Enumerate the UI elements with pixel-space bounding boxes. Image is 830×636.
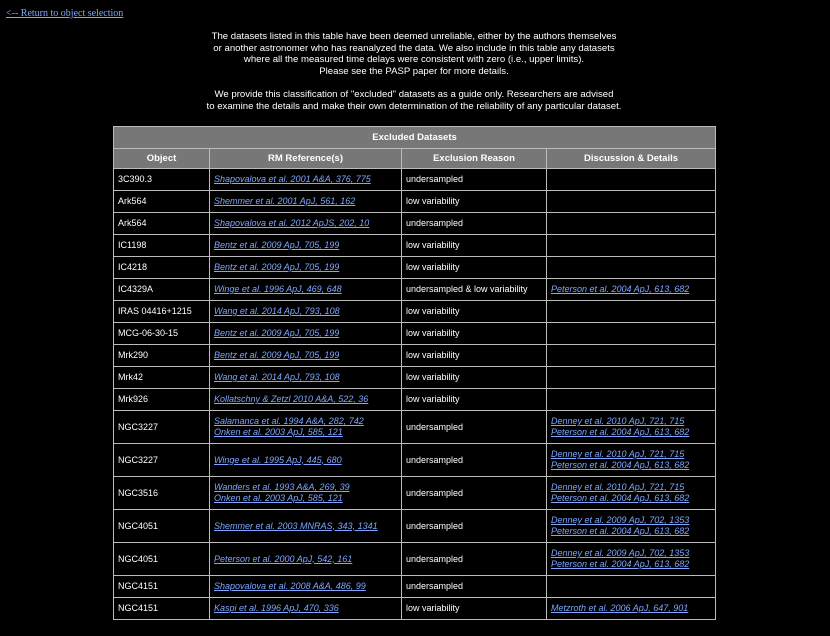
discussion-details-cell	[547, 367, 716, 389]
rm-reference-cell	[210, 169, 402, 191]
exclusion-reason-cell: undersampled	[402, 543, 547, 576]
object-cell: Ark564	[114, 213, 210, 235]
header-rm-references: RM Reference(s)	[210, 149, 402, 169]
table-row	[114, 477, 716, 510]
rm-reference-link[interactable]: Shapovalova et al. 2012 ApJS, 202, 10	[214, 218, 370, 228]
exclusion-reason-cell: undersampled	[402, 213, 547, 235]
rm-reference-link[interactable]: Shapovalova et al. 2001 A&A, 376, 775	[214, 174, 371, 184]
exclusion-reason-cell: undersampled	[402, 444, 547, 477]
table-caption: Excluded Datasets	[114, 127, 716, 149]
table-row	[114, 279, 716, 301]
table-row	[114, 257, 716, 279]
object-cell: IC4218	[114, 257, 210, 279]
exclusion-reason-cell: low variability	[402, 367, 547, 389]
exclusion-reason-cell: undersampled	[402, 411, 547, 444]
rm-reference-cell	[210, 598, 402, 620]
header-object: Object	[114, 149, 210, 169]
rm-reference-cell	[210, 257, 402, 279]
discussion-details-cell	[547, 576, 716, 598]
exclusion-reason-cell: low variability	[402, 191, 547, 213]
rm-reference-cell	[210, 477, 402, 510]
rm-reference-link[interactable]: Bentz et al. 2009 ApJ, 705, 199	[214, 328, 340, 338]
rm-reference-cell	[210, 411, 402, 444]
discussion-link[interactable]: Denney et al. 2010 ApJ, 721, 715	[551, 482, 685, 492]
exclusion-reason-cell: low variability	[402, 598, 547, 620]
discussion-details-cell	[547, 235, 716, 257]
intro-paragraph-1: The datasets listed in this table have been deemed unreliable, either by the authors themselves or another astronomer who has reanalyzed the data. We also include in this table any datasets where all the measured time delays were consistent with zero (i.e., upper limits). Please see the PASP paper for more details.	[211, 31, 617, 77]
discussion-link[interactable]: Peterson et al. 2004 ApJ, 613, 682	[551, 493, 690, 503]
exclusion-reason-cell: low variability	[402, 301, 547, 323]
rm-reference-link[interactable]: Shemmer et al. 2003 MNRAS, 343, 1341	[214, 520, 378, 531]
object-cell: IC1198	[114, 235, 210, 257]
table-row	[114, 389, 716, 411]
discussion-details-cell	[547, 444, 716, 477]
discussion-details-cell	[547, 598, 716, 620]
rm-reference-cell	[210, 191, 402, 213]
object-cell: NGC4151	[114, 576, 210, 598]
exclusion-reason-cell: low variability	[402, 257, 547, 279]
exclusion-reason-cell: undersampled	[402, 169, 547, 191]
discussion-details-cell	[547, 279, 716, 301]
table-row	[114, 510, 716, 543]
discussion-details-cell	[547, 213, 716, 235]
discussion-details-cell	[547, 510, 716, 543]
discussion-link[interactable]: Peterson et al. 2004 ApJ, 613, 682	[551, 427, 690, 437]
discussion-link[interactable]: Peterson et al. 2004 ApJ, 613, 682	[551, 526, 690, 536]
object-cell: NGC4051	[114, 510, 210, 543]
discussion-details-cell	[547, 169, 716, 191]
rm-reference-link[interactable]: Wanders et al. 1993 A&A, 269, 39	[214, 482, 350, 492]
discussion-link[interactable]: Peterson et al. 2004 ApJ, 613, 682	[551, 284, 690, 294]
rm-reference-link[interactable]: Kollatschny & Zetzl 2010 A&A, 522, 36	[214, 394, 369, 404]
rm-reference-cell	[210, 235, 402, 257]
discussion-details-cell	[547, 389, 716, 411]
discussion-link[interactable]: Peterson et al. 2004 ApJ, 613, 682	[551, 559, 690, 569]
rm-reference-link[interactable]: Winge et al. 1995 ApJ, 445, 680	[214, 454, 342, 465]
object-cell: IRAS 04416+1215	[114, 301, 210, 323]
discussion-details-cell	[547, 345, 716, 367]
object-cell: IC4329A	[114, 279, 210, 301]
table-row	[114, 411, 716, 444]
rm-reference-cell	[210, 367, 402, 389]
table-body	[114, 169, 716, 620]
rm-reference-link[interactable]: Onken et al. 2003 ApJ, 585, 121	[214, 493, 343, 503]
discussion-link[interactable]: Metzroth et al. 2006 ApJ, 647, 901	[551, 603, 689, 613]
rm-reference-cell	[210, 279, 402, 301]
table-row	[114, 235, 716, 257]
rm-reference-cell	[210, 510, 402, 543]
object-cell: Mrk42	[114, 367, 210, 389]
exclusion-reason-cell: low variability	[402, 235, 547, 257]
object-cell: NGC3227	[114, 411, 210, 444]
discussion-details-cell	[547, 411, 716, 444]
object-cell: NGC3516	[114, 477, 210, 510]
discussion-details-cell	[547, 543, 716, 576]
rm-reference-link[interactable]: Winge et al. 1996 ApJ, 469, 648	[214, 284, 342, 294]
table-row	[114, 323, 716, 345]
table-row	[114, 543, 716, 576]
discussion-link[interactable]: Peterson et al. 2004 ApJ, 613, 682	[551, 460, 690, 470]
exclusion-reason-cell: undersampled	[402, 477, 547, 510]
rm-reference-link[interactable]: Bentz et al. 2009 ApJ, 705, 199	[214, 262, 340, 272]
rm-reference-cell	[210, 345, 402, 367]
rm-reference-link[interactable]: Bentz et al. 2009 ApJ, 705, 199	[214, 240, 340, 250]
header-discussion-details: Discussion & Details	[547, 149, 716, 169]
table-row	[114, 301, 716, 323]
object-cell: NGC4051	[114, 543, 210, 576]
exclusion-reason-cell: low variability	[402, 323, 547, 345]
object-cell: 3C390.3	[114, 169, 210, 191]
rm-reference-link[interactable]: Bentz et al. 2009 ApJ, 705, 199	[214, 350, 340, 360]
discussion-details-cell	[547, 191, 716, 213]
object-cell: MCG-06-30-15	[114, 323, 210, 345]
discussion-details-cell	[547, 257, 716, 279]
discussion-details-cell	[547, 477, 716, 510]
exclusion-reason-cell: low variability	[402, 389, 547, 411]
table-row	[114, 213, 716, 235]
rm-reference-link[interactable]: Wang et al. 2014 ApJ, 793, 108	[214, 306, 340, 316]
table-row	[114, 367, 716, 389]
rm-reference-cell	[210, 301, 402, 323]
header-exclusion-reason: Exclusion Reason	[402, 149, 547, 169]
table-row	[114, 576, 716, 598]
object-cell: Mrk290	[114, 345, 210, 367]
object-cell: NGC3227	[114, 444, 210, 477]
rm-reference-cell	[210, 543, 402, 576]
excluded-datasets-table	[113, 126, 716, 620]
discussion-link[interactable]: Denney et al. 2009 ApJ, 702, 1353	[551, 515, 690, 525]
table-row	[114, 444, 716, 477]
intro-paragraph-2: We provide this classification of "excluded" datasets as a guide only. Researchers are advised to examine the details and make their own determination of the reliability of any particular dataset.	[206, 89, 622, 112]
object-cell: Ark564	[114, 191, 210, 213]
rm-reference-link[interactable]: Salamanca et al. 1994 A&A, 282, 742	[214, 416, 364, 426]
rm-reference-cell	[210, 576, 402, 598]
exclusion-reason-cell: undersampled	[402, 510, 547, 543]
table-row	[114, 169, 716, 191]
rm-reference-cell	[210, 323, 402, 345]
discussion-details-cell	[547, 323, 716, 345]
rm-reference-cell	[210, 213, 402, 235]
rm-reference-link[interactable]: Onken et al. 2003 ApJ, 585, 121	[214, 427, 343, 437]
return-to-object-selection-link[interactable]: <-- Return to object selection	[6, 8, 124, 19]
intro-text	[0, 31, 828, 112]
table-row	[114, 345, 716, 367]
exclusion-reason-cell: low variability	[402, 345, 547, 367]
table-row	[114, 191, 716, 213]
exclusion-reason-cell: undersampled	[402, 576, 547, 598]
rm-reference-cell	[210, 389, 402, 411]
object-cell: Mrk926	[114, 389, 210, 411]
object-cell: NGC4151	[114, 598, 210, 620]
rm-reference-link[interactable]: Shemmer et al. 2001 ApJ, 561, 162	[214, 196, 356, 206]
exclusion-reason-cell: undersampled & low variability	[402, 279, 547, 301]
table-row	[114, 598, 716, 620]
discussion-link[interactable]: Denney et al. 2010 ApJ, 721, 715	[551, 449, 685, 459]
discussion-link[interactable]: Denney et al. 2010 ApJ, 721, 715	[551, 416, 685, 426]
discussion-details-cell	[547, 301, 716, 323]
rm-reference-link[interactable]: Kaspi et al. 1996 ApJ, 470, 336	[214, 603, 339, 613]
rm-reference-link[interactable]: Wang et al. 2014 ApJ, 793, 108	[214, 372, 340, 382]
discussion-link[interactable]: Denney et al. 2009 ApJ, 702, 1353	[551, 548, 690, 558]
rm-reference-cell	[210, 444, 402, 477]
rm-reference-link[interactable]: Peterson et al. 2000 ApJ, 542, 161	[214, 553, 353, 564]
rm-reference-link[interactable]: Shapovalova et al. 2008 A&A, 486, 99	[214, 581, 366, 591]
